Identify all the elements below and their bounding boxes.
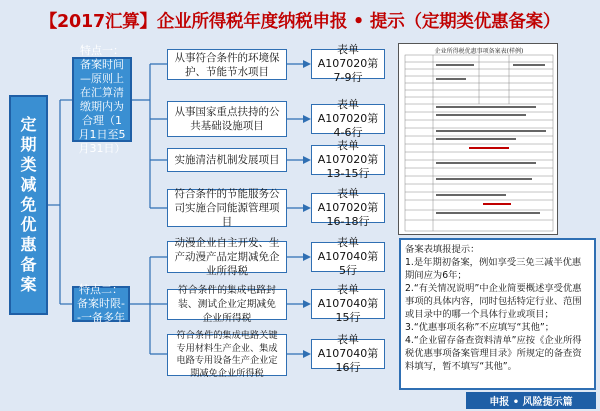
form-ref-2: 表单A107020第4-6行 bbox=[311, 104, 385, 134]
item-energy-service: 符合条件的节能服务公司实施合同能源管理项目 bbox=[167, 189, 287, 227]
tips-title: 备案表填报提示： bbox=[405, 244, 480, 255]
item-environment-protection: 从事符合条件的环境保护、节能节水项目 bbox=[167, 49, 287, 80]
tips-line-2: 2.“有关情况说明”中企业简要概述享受优惠事项的具体内容，同时包括特定行业、范围或目录中的哪一个具体行业或项目； bbox=[405, 283, 582, 320]
form-ref-3: 表单A107020第13-15行 bbox=[311, 145, 385, 175]
tips-line-1: 1.是年期初备案，例如享受三免三减半优惠期间应为6年； bbox=[405, 257, 582, 281]
form-ref-4: 表单A107020第16-18行 bbox=[311, 193, 385, 223]
form-ref-6: 表单A107040第15行 bbox=[311, 289, 385, 319]
feature-one-box: 特点一：备案时间—原则上在汇算清缴期内为合理（1月1日至5月31日） bbox=[72, 57, 132, 142]
feature-two-box: 特点二：备案时限--一备多年 bbox=[72, 286, 130, 322]
item-public-infrastructure: 从事国家重点扶持的公共基础设施项目 bbox=[167, 101, 287, 137]
item-ic-packaging: 符合条件的集成电路封装、测试企业定期减免企业所得税 bbox=[167, 289, 287, 320]
sample-form-title: 企业所得税优惠事项备案表(样例) bbox=[434, 48, 524, 55]
page-title: 【2017汇算】企业所得税年度纳税申报 • 提示（定期类优惠备案） bbox=[39, 11, 561, 32]
tips-line-4: 4.“企业留存备查资料清单”应按《企业所得税优惠事项备案管理目录》所规定的备查资料填写，暂不填写“其他”。 bbox=[405, 335, 582, 372]
form-ref-5: 表单A107040第5行 bbox=[311, 242, 385, 272]
sample-form-grid bbox=[399, 44, 559, 236]
item-ic-materials: 符合条件的集成电路关键专用材料生产企业、集成电路专用设备生产企业定期减免企业所得税 bbox=[167, 334, 287, 376]
main-category-box: 定期类减免优惠备案 bbox=[9, 95, 48, 315]
sample-form-image bbox=[398, 43, 558, 235]
tips-box bbox=[399, 238, 596, 390]
item-animation-enterprise: 动漫企业自主开发、生产动漫产品定期减免企业所得税 bbox=[167, 241, 287, 273]
form-ref-7: 表单A107040第16行 bbox=[311, 339, 385, 369]
item-clean-development: 实施清洁机制发展项目 bbox=[167, 148, 287, 172]
form-ref-1: 表单A107020第7-9行 bbox=[311, 49, 385, 79]
tips-line-3: 3.“优惠事项名称”不应填写“其他”； bbox=[405, 322, 554, 333]
footer-badge: 申报 • 风险提示篇 bbox=[466, 392, 596, 409]
